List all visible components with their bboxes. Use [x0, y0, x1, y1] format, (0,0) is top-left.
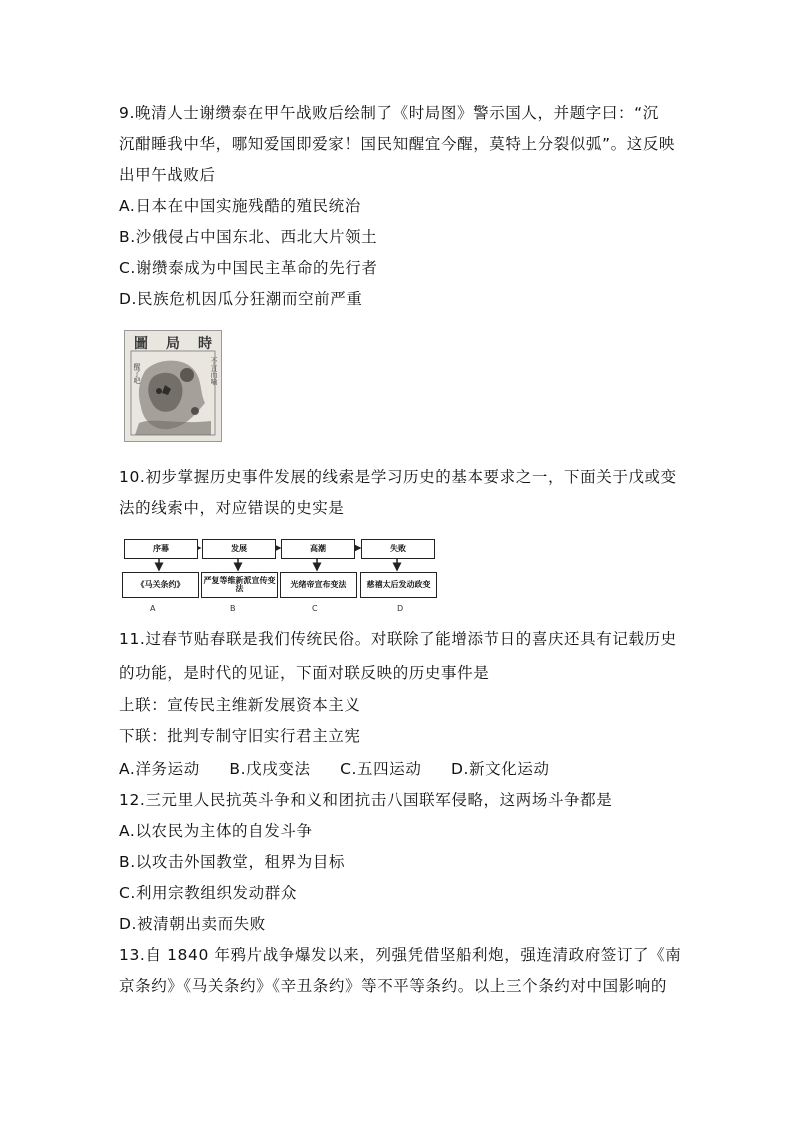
flow-letter-c: C	[312, 604, 318, 613]
flow-stage-prelude: 序幕	[124, 539, 198, 559]
q11-option-d: D.新文化运动	[450, 760, 550, 778]
q11-stem-line1: 11.过春节贴春联是我们传统民俗。对联除了能增添节日的喜庆还具有记载历史	[119, 630, 677, 648]
q9-option-a: A.日本在中国实施残酷的殖民统治	[119, 197, 361, 215]
q10-stem-line1: 10.初步掌握历史事件发展的线索是学习历史的基本要求之一，下面关于戊或变	[119, 468, 677, 486]
flow-letter-d: D	[397, 604, 404, 613]
q11-stem-line2: 的功能，是时代的见证，下面对联反映的历史事件是	[119, 664, 490, 682]
flow-stage-climax: 高潮	[281, 539, 355, 559]
q10-stem-line2: 法的线索中，对应错误的史实是	[119, 499, 345, 517]
q12-option-b: B.以攻击外国教堂，租界为目标	[119, 853, 346, 871]
flow-stage-development: 发展	[202, 539, 276, 559]
flow-event-b: 严复等维新派宣传变法	[201, 572, 278, 598]
picture-title: 圖 局 時	[134, 336, 212, 352]
q9-option-c: C.谢缵泰成为中国民主革命的先行者	[119, 259, 378, 277]
q9-stem-line3: 出甲午战败后	[119, 166, 216, 184]
q11-lower-couplet: 下联：批判专制守旧实行君主立宪	[119, 727, 361, 745]
q11-option-c: C.五四运动	[340, 760, 422, 778]
q13-stem-line2: 京条约》《马关条约》《辛丑条约》等不平等条约。以上三个条约对中国影响的	[119, 977, 668, 995]
picture-left-caption: 醒了吧	[133, 363, 141, 384]
shiju-tu-picture	[124, 330, 222, 442]
picture-right-caption: 不言而喻	[210, 357, 218, 385]
q11-option-a: A.洋务运动	[119, 760, 200, 778]
flow-stage-failure: 失败	[361, 539, 435, 559]
q11-option-b: B.戊戌变法	[229, 760, 311, 778]
flow-letter-b: B	[230, 604, 236, 613]
reform-flow-diagram	[122, 534, 440, 620]
q9-stem-line1: 9.晚清人士谢缵泰在甲午战败后绘制了《时局图》警示国人，并题字曰：“沉	[119, 104, 659, 122]
flow-letter-a: A	[150, 604, 156, 613]
picture-artwork	[125, 331, 221, 441]
q12-option-c: C.利用宗教组织发动群众	[119, 884, 297, 902]
q9-option-b: B.沙俄侵占中国东北、西北大片领土	[119, 228, 378, 246]
q12-stem: 12.三元里人民抗英斗争和义和团抗击八国联军侵略，这两场斗争都是	[119, 791, 613, 809]
q9-stem-line2: 沉酣睡我中华，哪知爱国即爱家！国民知醒宜今醒，莫特上分裂似弧”。这反映	[119, 135, 676, 153]
flow-event-c: 光绪帝宣布变法	[280, 572, 357, 598]
q11-options	[119, 759, 574, 779]
q13-stem-line1: 13.自 1840 年鸦片战争爆发以来，列强凭借坚船利炮，强连清政府签订了《南	[119, 946, 682, 964]
q12-option-a: A.以农民为主体的自发斗争	[119, 822, 313, 840]
q11-upper-couplet: 上联：宣传民主维新发展资本主义	[119, 696, 361, 714]
q9-option-d: D.民族危机因瓜分狂潮而空前严重	[119, 290, 363, 308]
q12-option-d: D.被清朝出卖而失败	[119, 915, 266, 933]
flow-event-a: 《马关条约》	[122, 572, 199, 598]
flow-event-d: 慈禧太后发动政变	[360, 572, 437, 598]
